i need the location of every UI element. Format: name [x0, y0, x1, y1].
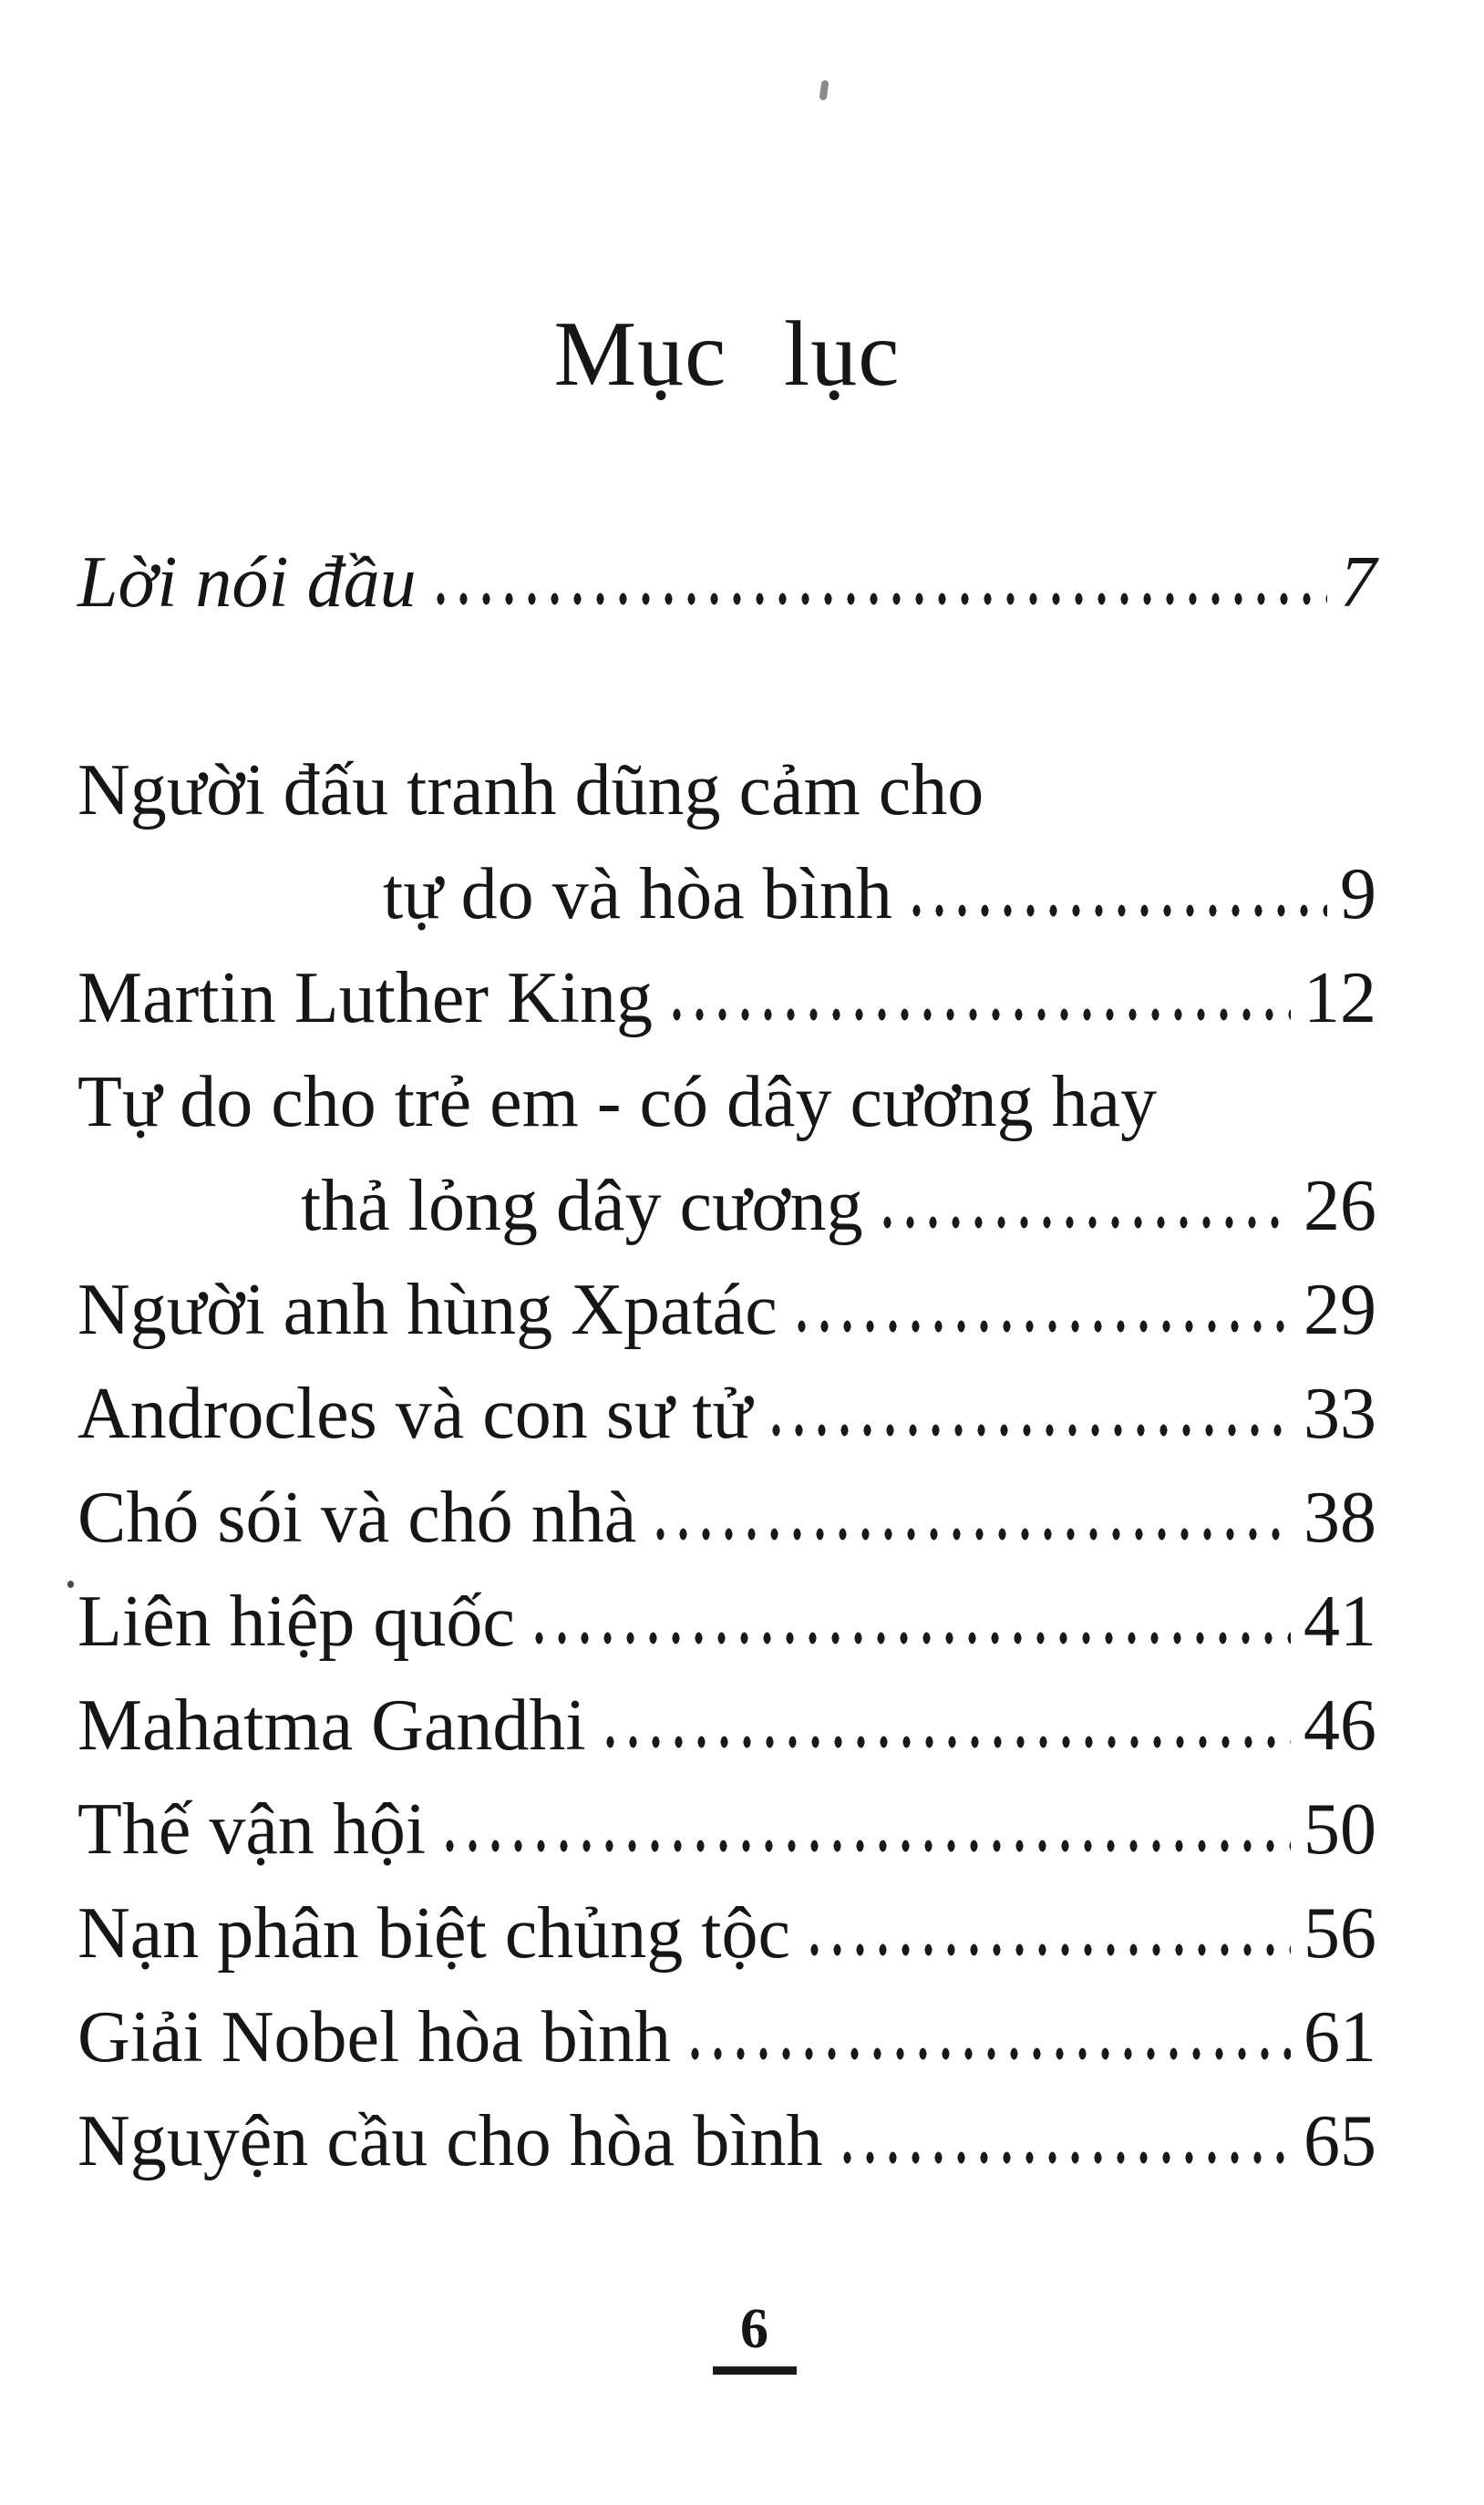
- toc-entry-title: Chó sói và chó nhà: [77, 1478, 637, 1559]
- dot-leader: [599, 1734, 1291, 1750]
- page-content: [77, 0, 1376, 2375]
- dot-leader: [790, 1318, 1291, 1335]
- toc-entry-title: Mahatma Gandhi: [77, 1685, 586, 1767]
- toc-entry: [77, 1778, 1376, 1881]
- dot-leader: [876, 1214, 1291, 1231]
- dot-leader: [684, 2046, 1291, 2062]
- folio-underline: [713, 2366, 797, 2375]
- toc-entry-title: Androcles và con sư tử: [77, 1374, 752, 1455]
- toc-entry-continuation: [77, 842, 1376, 946]
- toc-page-number: 65: [1304, 2101, 1376, 2182]
- scan-artifact-dot: [67, 1581, 74, 1588]
- toc-entry-title: thả lỏng dây cương: [301, 1166, 863, 1247]
- toc-entry-title: Liên hiệp quốc: [77, 1582, 515, 1663]
- toc-page-number: 41: [1304, 1582, 1376, 1663]
- toc-entry-title: Người anh hùng Xpatác: [77, 1270, 778, 1351]
- toc-page-number: 50: [1304, 1789, 1376, 1871]
- toc-page-number: 29: [1304, 1270, 1376, 1351]
- toc-entry-continuation: [77, 1154, 1376, 1258]
- toc-entry: [77, 1466, 1376, 1570]
- toc-page-number: 38: [1304, 1478, 1376, 1559]
- toc-entry: [77, 738, 1376, 842]
- dot-leader: [905, 902, 1327, 919]
- page-footer: [105, 2298, 1404, 2375]
- folio-number: 6: [740, 2298, 768, 2361]
- toc-page-number: 61: [1304, 1997, 1376, 2078]
- toc-page-number: 12: [1304, 958, 1376, 1039]
- dot-leader: [528, 1630, 1291, 1646]
- toc-entry-title: Lời nói đầu: [77, 542, 417, 624]
- toc-entry: [77, 1985, 1376, 2089]
- toc-page-number: 33: [1304, 1374, 1376, 1455]
- dot-leader: [803, 1942, 1291, 1958]
- toc-entry-title: Người đấu tranh dũng cảm cho: [77, 750, 984, 831]
- toc-entry-title: Nguyện cầu cho hòa bình: [77, 2101, 823, 2182]
- dot-leader: [765, 1422, 1291, 1438]
- page-title: Mục lục: [553, 303, 901, 406]
- toc-entry: [77, 946, 1376, 1050]
- toc-entry-title: Thế vận hội: [77, 1789, 427, 1871]
- toc-entry-title: Martin Luther King: [77, 958, 653, 1039]
- dot-leader: [649, 1526, 1291, 1542]
- dot-leader: [665, 1006, 1291, 1023]
- toc-entry: [77, 531, 1376, 634]
- toc-entry: [77, 2089, 1376, 2193]
- toc-entry: [77, 1050, 1376, 1154]
- toc-entry-title: Tự do cho trẻ em - có dây cương hay: [77, 1062, 1158, 1143]
- toc-entry: [77, 1881, 1376, 1985]
- toc-entry-title: tự do và hòa bình: [383, 854, 892, 935]
- dot-leader: [836, 2149, 1291, 2166]
- toc-page-number: 9: [1340, 854, 1376, 935]
- toc-entry-title: Nạn phân biệt chủng tộc: [77, 1893, 790, 1974]
- toc-page-number: 26: [1304, 1166, 1376, 1247]
- toc-page-number: 7: [1340, 542, 1376, 624]
- table-of-contents: [77, 531, 1376, 2193]
- toc-entry: [77, 1674, 1376, 1778]
- toc-entry: [77, 1258, 1376, 1362]
- toc-page-number: 46: [1304, 1685, 1376, 1767]
- dot-leader: [438, 1838, 1291, 1854]
- toc-entry: [77, 1570, 1376, 1674]
- dot-leader: [429, 591, 1327, 607]
- toc-page-number: 56: [1304, 1893, 1376, 1974]
- toc-entry: [77, 1362, 1376, 1466]
- toc-entry-title: Giải Nobel hòa bình: [77, 1997, 671, 2078]
